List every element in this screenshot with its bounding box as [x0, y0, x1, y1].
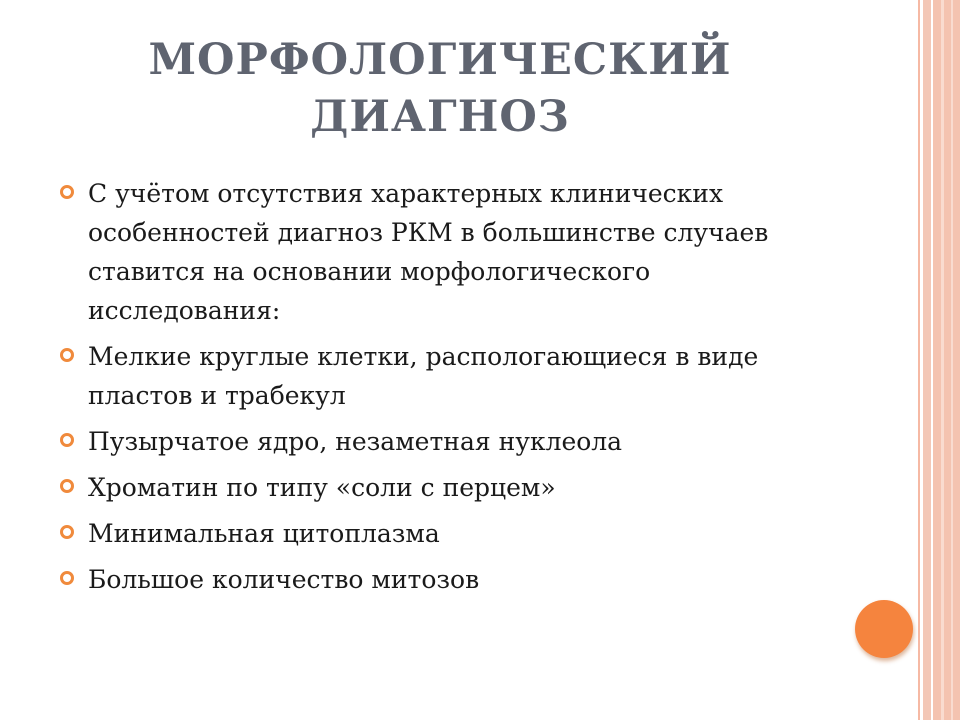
- bullet-item: [60, 337, 850, 415]
- bullet-item: [60, 514, 850, 553]
- bullet-text: Мелкие круглые клетки, распологающиеся в виде пластов и трабекул: [88, 342, 759, 410]
- decorative-orange-circle: [855, 600, 913, 658]
- bullet-text: Пузырчатое ядро, незаметная нуклеола: [88, 427, 623, 456]
- bullet-circle-icon: [60, 185, 74, 199]
- bullet-item: [60, 174, 850, 330]
- slide-title: МОРФОЛОГИЧЕСКИЙ ДИАГНОЗ: [148, 35, 732, 142]
- bullet-circle-icon: [60, 525, 74, 539]
- bullet-circle-icon: [60, 479, 74, 493]
- bullet-text: Большое количество митозов: [88, 565, 480, 594]
- decorative-stripe: [933, 0, 960, 720]
- bullet-text: Минимальная цитоплазма: [88, 519, 440, 548]
- bullet-circle-icon: [60, 348, 74, 362]
- decorative-stripe: [918, 0, 920, 720]
- bullet-item: [60, 468, 850, 507]
- bullet-text: С учётом отсутствия характерных клинических особенностей диагноз РКМ в большинстве случаев ставится на основании морфологического исследования:: [88, 179, 769, 325]
- decorative-stripe: [941, 0, 944, 720]
- bullet-circle-icon: [60, 433, 74, 447]
- decorative-stripe: [951, 0, 953, 720]
- bullet-circle-icon: [60, 571, 74, 585]
- bullet-item: [60, 560, 850, 599]
- decorative-stripe: [923, 0, 931, 720]
- bullet-text: Хроматин по типу «соли с перцем»: [88, 473, 556, 502]
- bullet-item: [60, 422, 850, 461]
- bullet-list: [60, 174, 850, 606]
